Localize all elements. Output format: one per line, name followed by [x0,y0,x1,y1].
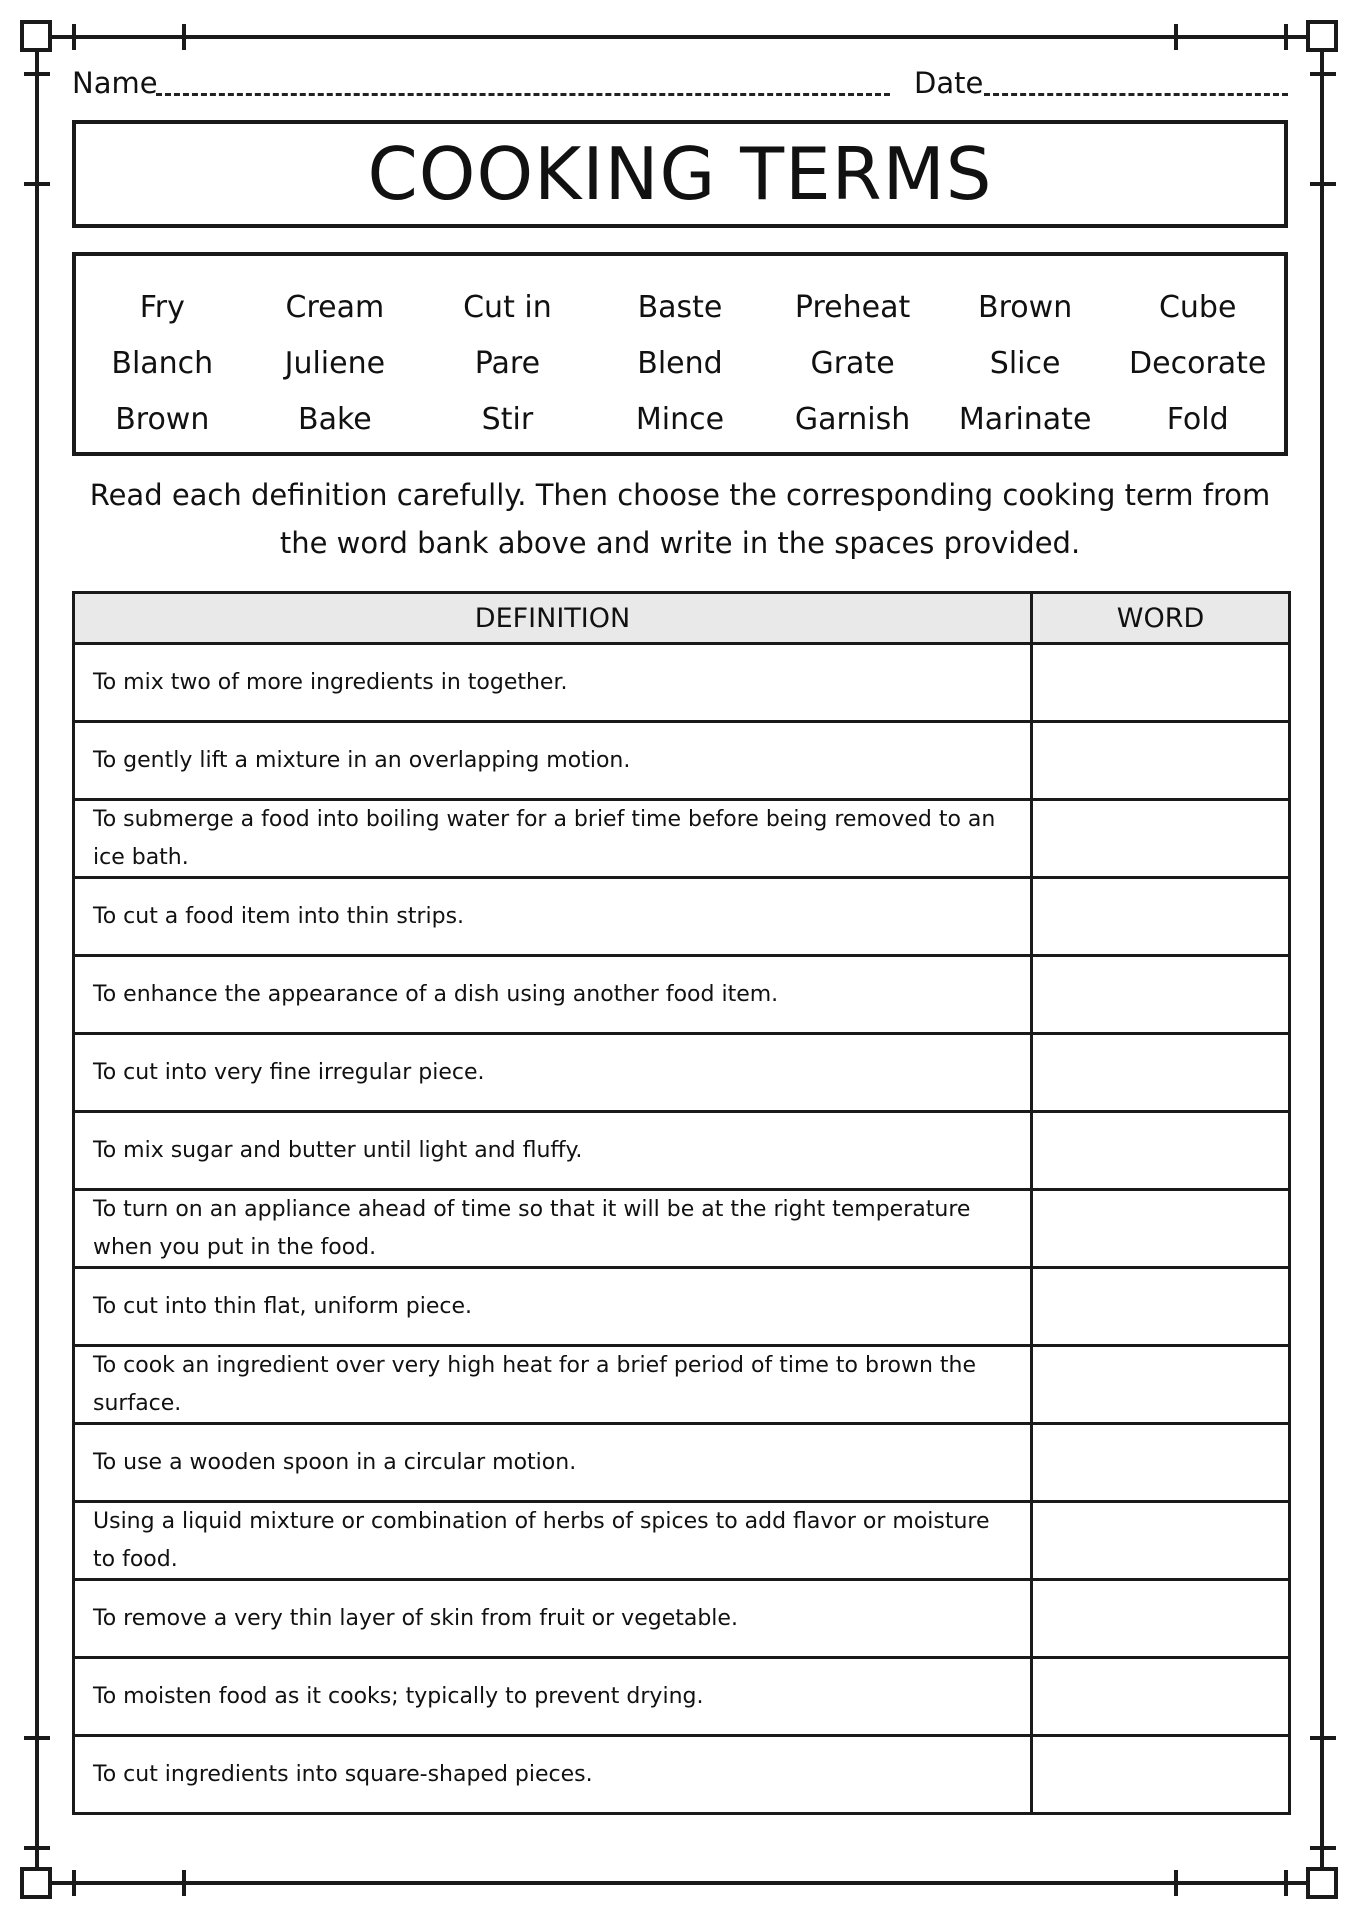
definition-cell: To use a wooden spoon in a circular motion. [74,1424,1032,1502]
word-bank-item: Brown [978,290,1073,325]
table-row [74,1502,1290,1580]
word-bank-item: Blanch [111,346,214,381]
definition-cell: To cook an ingredient over very high heat for a brief period of time to brown the surface. [74,1346,1032,1424]
word-bank-item: Preheat [794,290,911,325]
definition-cell: To submerge a food into boiling water for a brief time before being removed to an ice bath. [74,800,1032,878]
word-answer-cell[interactable] [1032,722,1290,800]
word-answer-cell[interactable] [1032,1346,1290,1424]
definition-cell: Using a liquid mixture or combination of herbs of spices to add flavor or moisture to food. [74,1502,1032,1580]
definition-cell: To remove a very thin layer of skin from fruit or vegetable. [74,1580,1032,1658]
frame-tick [1174,24,1178,50]
word-bank-item: Bake [297,402,372,437]
word-bank-item: Cut in [463,290,552,325]
definition-cell: To moisten food as it cooks; typically to prevent drying. [74,1658,1032,1736]
date-label: Date [914,66,984,100]
table-row [74,1658,1290,1736]
word-bank-item: Juliene [284,346,386,381]
word-answer-cell[interactable] [1032,644,1290,722]
definition-cell: To mix sugar and butter until light and fluffy. [74,1112,1032,1190]
table-row [74,800,1290,878]
definition-cell: To turn on an appliance ahead of time so that it will be at the right temperature when you put in the food. [74,1190,1032,1268]
word-bank-item: Fry [139,290,185,325]
frame-corner-top-right [1306,20,1338,52]
name-field[interactable] [156,93,890,96]
frame-right-border [1320,52,1324,1868]
definition-cell: To gently lift a mixture in an overlapping motion. [74,722,1032,800]
frame-tick [24,182,50,186]
table-row [74,878,1290,956]
definition-cell: To cut a food item into thin strips. [74,878,1032,956]
frame-tick [1284,1870,1288,1896]
page-title: COOKING TERMS [367,132,993,216]
frame-tick [24,72,50,76]
frame-corner-bottom-left [20,1867,52,1899]
table-row [74,1190,1290,1268]
frame-tick [1310,72,1336,76]
table-row [74,1736,1290,1814]
word-header: WORD [1032,593,1290,644]
word-answer-cell[interactable] [1032,1112,1290,1190]
table-row [74,1424,1290,1502]
definition-header: DEFINITION [74,593,1032,644]
frame-tick [182,24,186,50]
date-field[interactable] [984,93,1288,96]
frame-tick [1310,1846,1336,1850]
instructions-line-1: Read each definition carefully. Then choose the corresponding cooking term from [89,478,1271,512]
word-bank-item: Grate [810,346,895,381]
word-bank-item: Fold [1166,402,1229,437]
word-bank [72,252,1288,456]
word-bank-item: Mince [635,402,725,437]
word-bank-item: Stir [481,402,534,437]
definition-cell: To cut ingredients into square-shaped pieces. [74,1736,1032,1814]
word-bank-item: Cream [285,290,385,325]
word-bank-item: Brown [115,402,210,437]
frame-top-border [52,35,1306,39]
word-bank-item: Slice [989,346,1061,381]
definitions-table [72,591,1291,1815]
word-bank-item: Baste [637,290,723,325]
instructions-line-2: the word bank above and write in the spaces provided. [279,526,1081,560]
word-answer-cell[interactable] [1032,1190,1290,1268]
frame-tick [24,1846,50,1850]
word-answer-cell[interactable] [1032,1502,1290,1580]
name-label: Name [72,66,158,100]
table-row [74,1580,1290,1658]
word-bank-item: Pare [474,346,541,381]
frame-tick [1310,1736,1336,1740]
table-header-row [74,593,1290,644]
word-answer-cell[interactable] [1032,1034,1290,1112]
frame-tick [1310,182,1336,186]
word-bank-item: Decorate [1129,346,1267,381]
table-row [74,1112,1290,1190]
frame-tick [72,24,76,50]
table-row [74,956,1290,1034]
word-bank-item: Marinate [958,402,1092,437]
table-row [74,1346,1290,1424]
frame-left-border [35,52,39,1868]
word-bank-grid [76,280,1284,448]
word-bank-item: Cube [1158,290,1237,325]
word-answer-cell[interactable] [1032,1658,1290,1736]
word-answer-cell[interactable] [1032,1424,1290,1502]
word-answer-cell[interactable] [1032,1580,1290,1658]
frame-corner-top-left [20,20,52,52]
frame-tick [1174,1870,1178,1896]
frame-tick [182,1870,186,1896]
name-date-row [72,62,1288,106]
definition-cell: To cut into thin flat, uniform piece. [74,1268,1032,1346]
title-box [72,120,1288,228]
word-answer-cell[interactable] [1032,800,1290,878]
table-row [74,1268,1290,1346]
table-row [74,722,1290,800]
table-row [74,644,1290,722]
frame-tick [1284,24,1288,50]
definition-cell: To cut into very fine irregular piece. [74,1034,1032,1112]
word-answer-cell[interactable] [1032,1268,1290,1346]
frame-corner-bottom-right [1306,1867,1338,1899]
word-answer-cell[interactable] [1032,878,1290,956]
table-row [74,1034,1290,1112]
word-answer-cell[interactable] [1032,1736,1290,1814]
word-bank-item: Garnish [794,402,911,437]
definition-cell: To enhance the appearance of a dish using another food item. [74,956,1032,1034]
word-answer-cell[interactable] [1032,956,1290,1034]
frame-tick [24,1736,50,1740]
frame-tick [72,1870,76,1896]
word-bank-item: Blend [637,346,723,381]
definition-cell: To mix two of more ingredients in together. [74,644,1032,722]
frame-bottom-border [52,1881,1306,1885]
